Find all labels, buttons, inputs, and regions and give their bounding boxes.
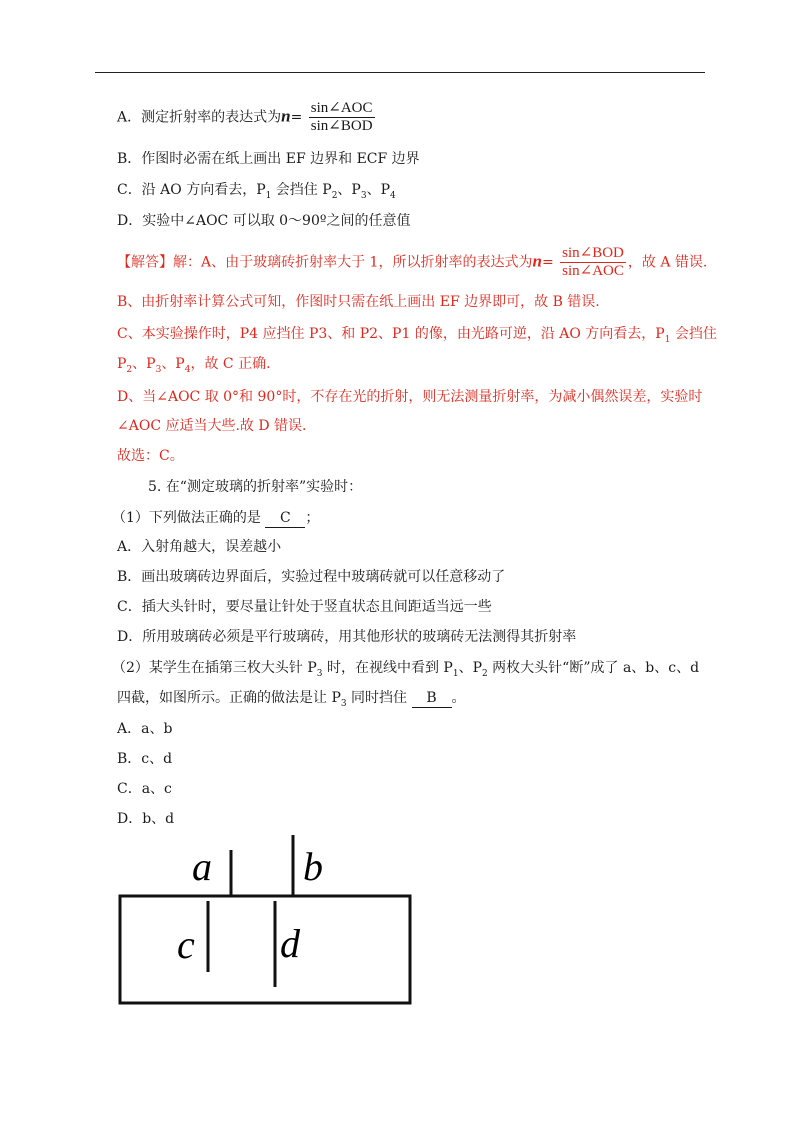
answer-choice: 故选：C。 <box>117 448 184 464</box>
answer-c-line2: $P_2$、$P_3$、$P_4$，故 C 正确. <box>117 356 271 375</box>
answer-d-line1: D、当∠AOC 取 0°和 90°时，不存在光的折射，则无法测量折射率，为减小偶然误差，实验时 <box>117 389 703 405</box>
label-c: c <box>177 922 195 967</box>
answer-d-line2: ∠AOC 应适当大些.故 D 错误. <box>117 418 307 434</box>
q5-part1: （1）下列做法正确的是 C ； <box>112 510 320 526</box>
answer-a: 【解答】解：A、由于玻璃砖折射率大于 1，所以折射率的表达式为n= $\frac{\text{sin∠BOD}}{\text{sin∠AOC}}$ ，故 A 错误. <box>117 245 708 279</box>
answer-c-line1: C、本实验操作时，P4 应挡住 P3、和 P2、P1 的像，由光路可逆，沿 AO 方向看去，$P_1$ 会挡住 <box>117 326 717 345</box>
q5-part2-line2: 四截，如图所示。正确的做法是让 $P_3$ 同时挡住 B 。 <box>117 690 466 709</box>
answer-blank-2: B <box>412 689 452 708</box>
q5-option-b: B．画出玻璃砖边界面后，实验过程中玻璃砖就可以任意移动了 <box>117 569 506 585</box>
q5-part2-option-d: D．b、d <box>117 811 175 827</box>
q4-option-d: D．实验中∠AOC 可以取 0～90º之间的任意值 <box>117 213 411 229</box>
q5-part2-option-c: C．a、c <box>117 781 172 797</box>
glass-block <box>120 896 410 1003</box>
q5-option-a: A．入射角越大，误差越小 <box>117 539 282 555</box>
q5-stem: 5. 在“测定玻璃的折射率”实验时： <box>148 479 363 495</box>
q4-option-b: B．作图时必需在纸上画出 EF 边界和 ECF 边界 <box>117 151 420 167</box>
answer-blank-1: C <box>265 509 305 528</box>
q5-option-d: D．所用玻璃砖必须是平行玻璃砖，用其他形状的玻璃砖无法测得其折射率 <box>117 629 577 645</box>
answer-formula-fraction: $\frac{\text{sin∠BOD}}{\text{sin∠AOC}}$ <box>562 245 624 279</box>
q5-option-c: C．插大头针时，要尽量让针处于竖直状态且间距适当远一些 <box>117 599 492 615</box>
formula-fraction: $\frac{\text{sin∠AOC}}{\text{sin∠BOD}}$ <box>310 100 373 134</box>
q5-part2-option-b: B．c、d <box>117 751 173 767</box>
q5-part2-option-a: A．a、b <box>117 721 173 737</box>
q5-part2-line1: （2）某学生在插第三枚大头针 $P_3$ 时，在视线中看到 $P_1$、$P_2$ 两枚大头针“断”成了 a、b、c、d <box>112 660 700 679</box>
answer-b: B、由折射率计算公式可知，作图时只需在纸上画出 EF 边界即可，故 B 错误. <box>117 294 600 310</box>
q4-option-c: C．沿 AO 方向看去，$P_1$ 会挡住 $P_2$、$P_3$、$P_4$ <box>117 182 396 201</box>
q4-option-a: A．测定折射率的表达式为n= $\frac{\text{sin∠AOC}}{\text{sin∠BOD}}$ <box>117 100 373 134</box>
label-b: b <box>303 844 323 889</box>
label-a: a <box>192 844 212 889</box>
label-d: d <box>280 921 300 966</box>
